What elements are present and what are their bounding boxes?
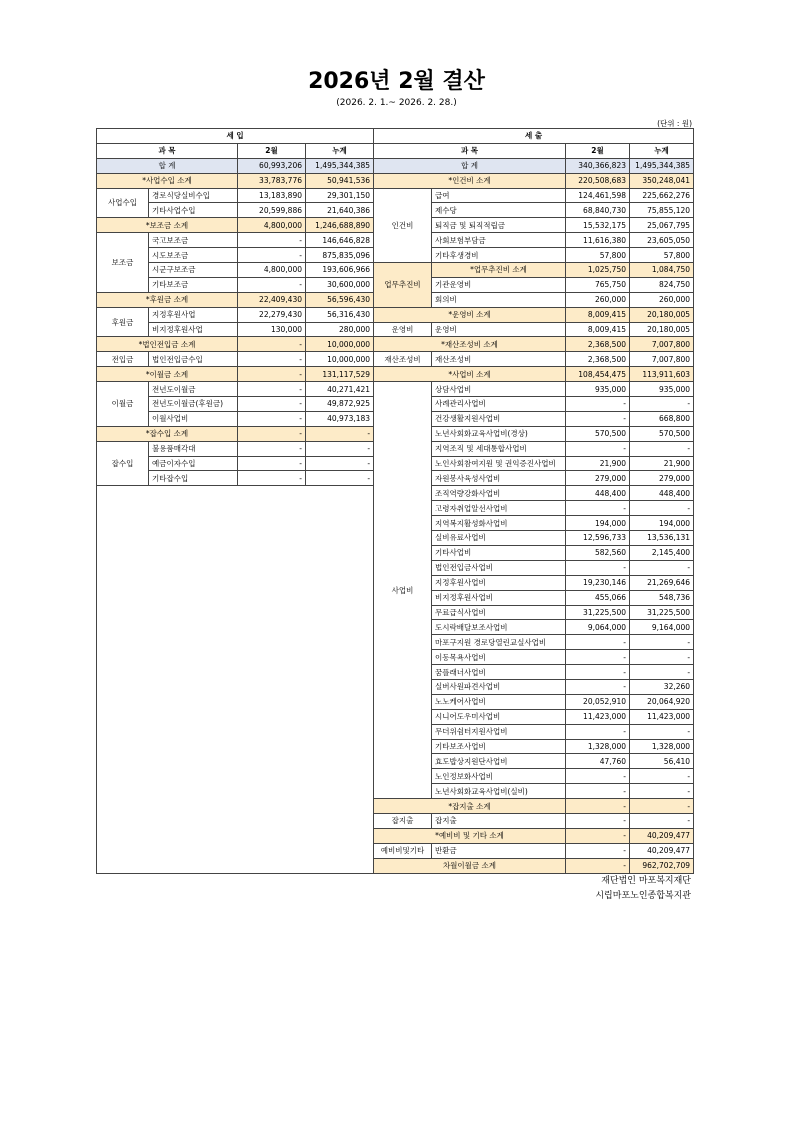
expense-month-value: 340,366,823 [566, 158, 630, 173]
income-month-value: - [238, 441, 306, 456]
expense-month-value: 20,052,910 [566, 694, 630, 709]
income-header-row [97, 129, 374, 144]
income-month-value: 22,409,430 [238, 292, 306, 307]
expense-item-label: 기타후생경비 [432, 248, 566, 263]
expense-cumulative-value: - [630, 813, 694, 828]
expense-month-value: 570,500 [566, 426, 630, 441]
income-subtotal-label: *이월금 소계 [97, 367, 238, 382]
income-cumulative-value: 21,640,386 [306, 203, 374, 218]
expense-cumulative-value: - [630, 650, 694, 665]
expense-subject-header: 과 목 [374, 143, 566, 158]
expense-month-value: - [566, 560, 630, 575]
income-subtotal-row [97, 173, 374, 188]
expense-cumulative-value: - [630, 799, 694, 814]
expense-subtotal-label: *운영비 소계 [374, 307, 566, 322]
expense-item-label: 도시락배달보조사업비 [432, 620, 566, 635]
expense-item-label: 무더위쉼터지원사업비 [432, 724, 566, 739]
expense-cumulative-value: - [630, 724, 694, 739]
expense-item-label: 재산조성비 [432, 352, 566, 367]
expense-group-label: 인건비 [374, 188, 432, 262]
expense-header-row [374, 129, 694, 144]
expense-cumulative-value: 40,209,477 [630, 843, 694, 858]
income-subtotal-label: *잡수입 소계 [97, 426, 238, 441]
income-cumulative-value: 280,000 [306, 322, 374, 337]
expense-cumulative-value: 57,800 [630, 248, 694, 263]
expense-item-row [374, 382, 694, 397]
expense-item-label: 상담사업비 [432, 382, 566, 397]
expense-column-header-row [374, 143, 694, 158]
expense-group-label: 운영비 [374, 322, 432, 337]
expense-subtotal-row [374, 173, 694, 188]
expense-item-row [374, 843, 694, 858]
expense-cumulative-value: 225,662,276 [630, 188, 694, 203]
income-total-row [97, 158, 374, 173]
income-item-label: 이월사업비 [149, 411, 238, 426]
income-item-label: 전년도이월금(후원금) [149, 397, 238, 412]
expense-cumulative-value: 40,209,477 [630, 828, 694, 843]
expense-item-label: 노년사회화교육사업비(실비) [432, 784, 566, 799]
expense-cumulative-value: - [630, 769, 694, 784]
expense-cumulative-value: 570,500 [630, 426, 694, 441]
expense-group-label: 잡지출 [374, 813, 432, 828]
expense-cumulative-value: 1,084,750 [630, 263, 694, 278]
income-item-label: 법인전입금수입 [149, 352, 238, 367]
expense-item-label: 효도밥상지원단사업비 [432, 754, 566, 769]
footer-center: 시립마포노인종합복지관 [595, 891, 691, 901]
expense-item-row [374, 188, 694, 203]
expense-month-value: - [566, 769, 630, 784]
expense-item-label: 무료급식사업비 [432, 605, 566, 620]
income-cumulative-value: 1,495,344,385 [306, 158, 374, 173]
expense-item-label: 기관운영비 [432, 277, 566, 292]
expense-month-value: 11,616,380 [566, 233, 630, 248]
expense-item-label: 건강생활지원사업비 [432, 411, 566, 426]
income-subtotal-row [97, 218, 374, 233]
expense-item-label: 실비유료사업비 [432, 531, 566, 546]
expense-month-value: 8,009,415 [566, 322, 630, 337]
income-month-header: 2월 [238, 143, 306, 158]
income-total-label: 합 계 [97, 158, 238, 173]
expense-cumulative-value: - [630, 635, 694, 650]
income-item-row [97, 382, 374, 397]
income-item-label: 비지정후원사업 [149, 322, 238, 337]
income-cumulative-value: - [306, 426, 374, 441]
expense-cumulative-value: - [630, 501, 694, 516]
expense-item-label: 이동목욕사업비 [432, 650, 566, 665]
expense-month-value: 582,560 [566, 545, 630, 560]
expense-month-value: - [566, 843, 630, 858]
expense-item-label: 지역조직 및 세대통합사업비 [432, 441, 566, 456]
expense-group-label: 사업비 [374, 382, 432, 799]
expense-item-label: 지정후원사업비 [432, 575, 566, 590]
expense-cumulative-value: 2,145,400 [630, 545, 694, 560]
income-column-header-row [97, 143, 374, 158]
expense-cumulative-value: 7,007,800 [630, 337, 694, 352]
income-subtotal-label: *사업수입 소계 [97, 173, 238, 188]
expense-month-value: - [566, 858, 630, 873]
expense-month-value: - [566, 813, 630, 828]
expense-item-label: 사회보험부담금 [432, 233, 566, 248]
expense-subtotal-row [374, 799, 694, 814]
expense-item-label: 제수당 [432, 203, 566, 218]
expense-cumulative-value: - [630, 784, 694, 799]
expense-month-value: - [566, 799, 630, 814]
expense-cumulative-value: - [630, 665, 694, 680]
expense-item-label: 노인정보화사업비 [432, 769, 566, 784]
expense-month-value: 12,596,733 [566, 531, 630, 546]
income-month-value: - [238, 248, 306, 263]
income-cumulative-value: 30,600,000 [306, 277, 374, 292]
expense-item-label: 조직역량강화사업비 [432, 486, 566, 501]
expense-month-value: - [566, 441, 630, 456]
income-month-value: - [238, 277, 306, 292]
footer-org: 재단법인 마포복지재단 [601, 876, 691, 886]
expense-item-label: 노년사회화교육사업비(경상) [432, 426, 566, 441]
income-subtotal-row [97, 367, 374, 382]
income-heading: 세 입 [97, 129, 374, 144]
expense-month-value: - [566, 501, 630, 516]
expense-item-row [374, 322, 694, 337]
expense-month-value: 21,900 [566, 456, 630, 471]
income-month-value: 13,183,890 [238, 188, 306, 203]
income-month-value: 60,993,206 [238, 158, 306, 173]
income-cumulative-value: 50,941,536 [306, 173, 374, 188]
expense-cumulative-value: 448,400 [630, 486, 694, 501]
income-group-label: 사업수입 [97, 188, 149, 218]
expense-month-value: 57,800 [566, 248, 630, 263]
expense-month-value: - [566, 724, 630, 739]
expense-month-value: 15,532,175 [566, 218, 630, 233]
income-cumulative-value: 1,246,688,890 [306, 218, 374, 233]
income-subject-header: 과 목 [97, 143, 238, 158]
expense-cumulative-value: 350,248,041 [630, 173, 694, 188]
income-item-label: 기타보조금 [149, 277, 238, 292]
expense-subtotal-row [374, 263, 694, 278]
expense-item-label: 실버사원파견사업비 [432, 679, 566, 694]
expense-group-label: 업무추진비 [374, 263, 432, 308]
expense-cumulative-value: 668,800 [630, 411, 694, 426]
income-item-row [97, 352, 374, 367]
income-month-value: - [238, 471, 306, 486]
income-item-label: 예금이자수입 [149, 456, 238, 471]
income-item-label: 국고보조금 [149, 233, 238, 248]
expense-cumulative-value: 962,702,709 [630, 858, 694, 873]
expense-cumulative-value: 279,000 [630, 471, 694, 486]
expense-cumulative-value: 548,736 [630, 590, 694, 605]
expense-month-value: 11,423,000 [566, 709, 630, 724]
expense-month-value: - [566, 828, 630, 843]
income-month-value: - [238, 337, 306, 352]
income-item-label: 기타잡수입 [149, 471, 238, 486]
expense-month-value: - [566, 397, 630, 412]
income-subtotal-row [97, 426, 374, 441]
expense-cumulative-value: 20,064,920 [630, 694, 694, 709]
expense-heading: 세 출 [374, 129, 694, 144]
expense-month-value: 19,230,146 [566, 575, 630, 590]
expense-cumulative-value: 21,269,646 [630, 575, 694, 590]
income-cumulative-value: 193,606,966 [306, 263, 374, 278]
expense-total-label: 합 계 [374, 158, 566, 173]
income-group-label: 전입금 [97, 352, 149, 367]
income-subtotal-label: *후원금 소계 [97, 292, 238, 307]
expense-month-value: 68,840,730 [566, 203, 630, 218]
expense-month-value: 2,368,500 [566, 352, 630, 367]
expense-item-label: 노인사회참여지원 및 권익증진사업비 [432, 456, 566, 471]
expense-subtotal-label: *인건비 소계 [374, 173, 566, 188]
expense-month-value: 765,750 [566, 277, 630, 292]
expense-item-label: 자원봉사육성사업비 [432, 471, 566, 486]
expense-month-value: - [566, 665, 630, 680]
expense-cumulative-value: 1,495,344,385 [630, 158, 694, 173]
income-cumulative-value: 875,835,096 [306, 248, 374, 263]
page-title: 2026년 2월 결산 [308, 69, 485, 94]
expense-cumulative-value: - [630, 560, 694, 575]
expense-month-value: 1,025,750 [566, 263, 630, 278]
income-subtotal-row [97, 292, 374, 307]
expense-month-value: 455,066 [566, 590, 630, 605]
expense-item-row [374, 813, 694, 828]
income-month-value: 130,000 [238, 322, 306, 337]
income-cumulative-value: - [306, 456, 374, 471]
income-cumulative-value: 10,000,000 [306, 352, 374, 367]
income-cumulative-header: 누계 [306, 143, 374, 158]
expense-cumulative-value: 260,000 [630, 292, 694, 307]
expense-subtotal-row [374, 307, 694, 322]
income-cumulative-value: 40,271,421 [306, 382, 374, 397]
expense-month-value: 47,760 [566, 754, 630, 769]
expense-cumulative-value: - [630, 397, 694, 412]
expense-group-label: 재산조성비 [374, 352, 432, 367]
expense-month-value: 448,400 [566, 486, 630, 501]
expense-cumulative-value: 824,750 [630, 277, 694, 292]
expense-cumulative-value: 31,225,500 [630, 605, 694, 620]
expense-month-value: 260,000 [566, 292, 630, 307]
expense-cumulative-value: 113,911,603 [630, 367, 694, 382]
income-subtotal-label: *법인전입금 소계 [97, 337, 238, 352]
expense-cumulative-value: 25,067,795 [630, 218, 694, 233]
income-item-row [97, 441, 374, 456]
expense-cumulative-value: 194,000 [630, 516, 694, 531]
expense-month-value: 220,508,683 [566, 173, 630, 188]
expense-month-value: - [566, 784, 630, 799]
expense-item-label: 반환금 [432, 843, 566, 858]
income-month-value: - [238, 352, 306, 367]
expense-cumulative-value: 32,260 [630, 679, 694, 694]
expense-subtotal-label: *사업비 소계 [374, 367, 566, 382]
income-subtotal-label: *보조금 소계 [97, 218, 238, 233]
income-cumulative-value: 29,301,150 [306, 188, 374, 203]
expense-month-value: - [566, 679, 630, 694]
expense-cumulative-value: 20,180,005 [630, 307, 694, 322]
income-month-value: - [238, 397, 306, 412]
income-month-value: 4,800,000 [238, 263, 306, 278]
expense-item-label: 잡지출 [432, 813, 566, 828]
income-item-label: 시군구보조금 [149, 263, 238, 278]
expense-month-value: 31,225,500 [566, 605, 630, 620]
expense-item-label: 지역복지활성화사업비 [432, 516, 566, 531]
expense-item-label: 급여 [432, 188, 566, 203]
income-subtotal-row [97, 337, 374, 352]
expense-cumulative-value: 7,007,800 [630, 352, 694, 367]
income-item-label: 전년도이월금 [149, 382, 238, 397]
expense-subtotal-label: *잡지출 소계 [374, 799, 566, 814]
income-item-label: 지정후원사업 [149, 307, 238, 322]
expense-item-label: 고령자취업알선사업비 [432, 501, 566, 516]
income-blank-cell [97, 486, 374, 873]
income-item-row [97, 307, 374, 322]
expense-cumulative-value: 21,900 [630, 456, 694, 471]
expense-month-value: 9,064,000 [566, 620, 630, 635]
expense-subtotal-row [374, 367, 694, 382]
expense-month-value: 279,000 [566, 471, 630, 486]
expense-month-value: 108,454,475 [566, 367, 630, 382]
expense-cumulative-value: 20,180,005 [630, 322, 694, 337]
income-table [96, 128, 374, 874]
expense-cumulative-value: 23,605,050 [630, 233, 694, 248]
expense-item-label: 운영비 [432, 322, 566, 337]
expense-item-label: 회의비 [432, 292, 566, 307]
income-month-value: - [238, 411, 306, 426]
expense-cumulative-value: 9,164,000 [630, 620, 694, 635]
expense-item-label: 법인전입금사업비 [432, 560, 566, 575]
income-cumulative-value: 146,646,828 [306, 233, 374, 248]
income-cumulative-value: 56,596,430 [306, 292, 374, 307]
expense-cumulative-header: 누계 [630, 143, 694, 158]
expense-cumulative-value: - [630, 441, 694, 456]
income-month-value: - [238, 456, 306, 471]
expense-group-label: 예비비및기타 [374, 843, 432, 858]
expense-subtotal-label: *재산조성비 소계 [374, 337, 566, 352]
expense-item-label: 기타사업비 [432, 545, 566, 560]
expense-item-label: 사례관리사업비 [432, 397, 566, 412]
expense-subtotal-label: 차월이월금 소계 [374, 858, 566, 873]
expense-cumulative-value: 13,536,131 [630, 531, 694, 546]
income-item-row [97, 188, 374, 203]
expense-subtotal-row [374, 337, 694, 352]
income-cumulative-value: - [306, 471, 374, 486]
expense-item-label: 비지정후원사업비 [432, 590, 566, 605]
expense-subtotal-row [374, 858, 694, 873]
income-cumulative-value: 131,117,529 [306, 367, 374, 382]
unit-label: (단위 : 원) [657, 119, 692, 128]
expense-month-header: 2월 [566, 143, 630, 158]
expense-table [373, 128, 694, 874]
expense-subtotal-row [374, 828, 694, 843]
income-item-label: 시도보조금 [149, 248, 238, 263]
income-group-label: 이월금 [97, 382, 149, 427]
expense-total-row [374, 158, 694, 173]
expense-cumulative-value: 56,410 [630, 754, 694, 769]
income-month-value: 22,279,430 [238, 307, 306, 322]
income-group-label: 후원금 [97, 307, 149, 337]
income-month-value: 20,599,886 [238, 203, 306, 218]
expense-cumulative-value: 75,855,120 [630, 203, 694, 218]
expense-month-value: 935,000 [566, 382, 630, 397]
expense-month-value: - [566, 650, 630, 665]
period-range: (2026. 2. 1.~ 2026. 2. 28.) [336, 98, 457, 108]
expense-item-label: 꿈플래너사업비 [432, 665, 566, 680]
income-group-label: 잡수입 [97, 441, 149, 486]
expense-cumulative-value: 1,328,000 [630, 739, 694, 754]
expense-cumulative-value: 11,423,000 [630, 709, 694, 724]
expense-item-label: 노노케어사업비 [432, 694, 566, 709]
expense-subtotal-label: *업무추진비 소계 [432, 263, 566, 278]
expense-cumulative-value: 935,000 [630, 382, 694, 397]
income-item-label: 경로식당실비수입 [149, 188, 238, 203]
income-group-label: 보조금 [97, 233, 149, 293]
expense-subtotal-label: *예비비 및 기타 소계 [374, 828, 566, 843]
income-month-value: - [238, 426, 306, 441]
income-blank-area [97, 486, 374, 873]
expense-month-value: 2,368,500 [566, 337, 630, 352]
expense-month-value: - [566, 635, 630, 650]
income-month-value: - [238, 233, 306, 248]
income-cumulative-value: 40,973,183 [306, 411, 374, 426]
income-month-value: - [238, 382, 306, 397]
income-item-label: 불용품매각대 [149, 441, 238, 456]
expense-month-value: 194,000 [566, 516, 630, 531]
income-cumulative-value: - [306, 441, 374, 456]
income-item-row [97, 233, 374, 248]
income-month-value: 4,800,000 [238, 218, 306, 233]
expense-month-value: 8,009,415 [566, 307, 630, 322]
income-cumulative-value: 49,872,925 [306, 397, 374, 412]
income-month-value: - [238, 367, 306, 382]
expense-item-label: 마포구지원 경로당열린교실사업비 [432, 635, 566, 650]
expense-month-value: 124,461,598 [566, 188, 630, 203]
expense-item-label: 시니어도우미사업비 [432, 709, 566, 724]
income-cumulative-value: 10,000,000 [306, 337, 374, 352]
expense-item-label: 퇴직금 및 퇴직적립금 [432, 218, 566, 233]
expense-item-row [374, 352, 694, 367]
income-cumulative-value: 56,316,430 [306, 307, 374, 322]
expense-month-value: - [566, 411, 630, 426]
expense-month-value: 1,328,000 [566, 739, 630, 754]
income-month-value: 33,783,776 [238, 173, 306, 188]
income-item-label: 기타사업수입 [149, 203, 238, 218]
expense-item-label: 기타보조사업비 [432, 739, 566, 754]
